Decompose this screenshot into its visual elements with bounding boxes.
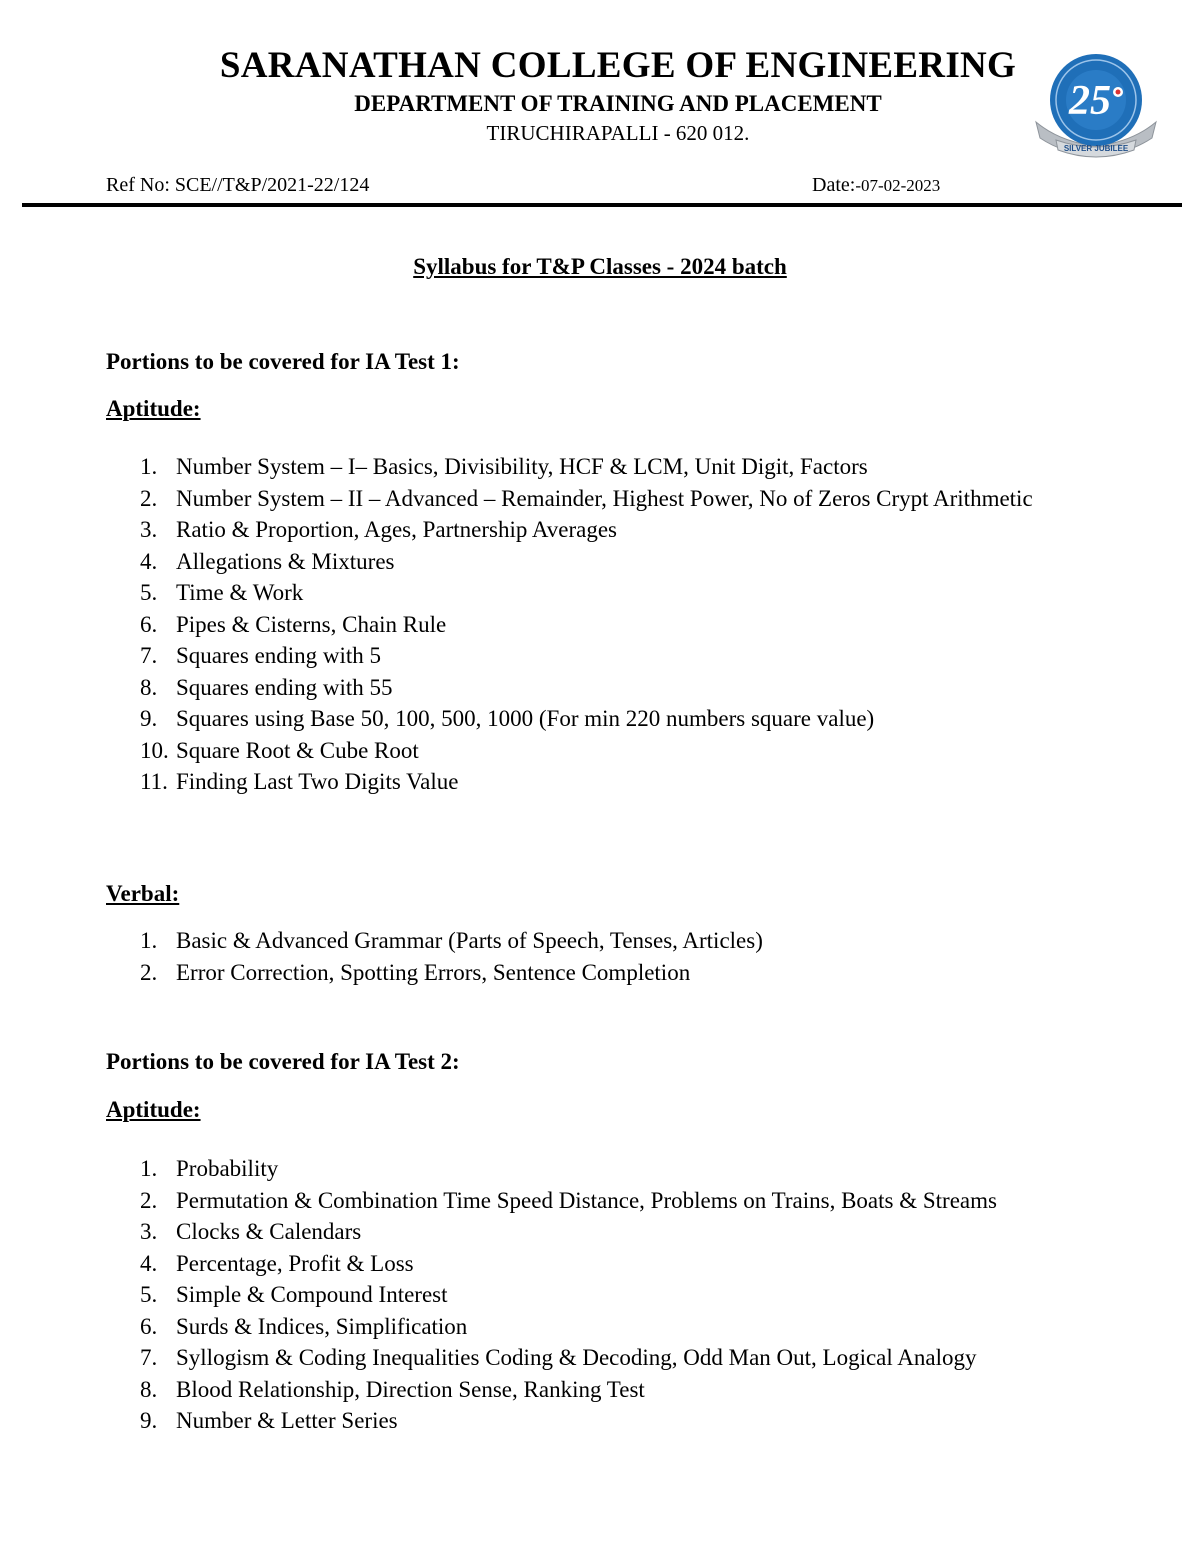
list-item bbox=[136, 957, 1094, 989]
list-item-number: 11. bbox=[140, 769, 168, 794]
test1-heading: Portions to be covered for IA Test 1: bbox=[106, 349, 460, 374]
list-item bbox=[136, 1311, 1094, 1343]
list-item-number: 9. bbox=[140, 1408, 158, 1433]
list-item-text: Simple & Compound Interest bbox=[176, 1282, 448, 1307]
list-item-number: 8. bbox=[140, 674, 158, 700]
list-item-text: Squares ending with 55 bbox=[176, 674, 393, 700]
list-item-number: 3. bbox=[140, 1219, 158, 1244]
list-item-number: 2. bbox=[140, 1187, 158, 1213]
list-item-text: Number System – I– Basics, Divisibility, HCF & LCM, Unit Digit, Factors bbox=[176, 454, 868, 479]
list-item bbox=[136, 546, 1094, 578]
reference-number: Ref No: SCE//T&P/2021-22/124 bbox=[106, 174, 370, 196]
list-item-number: 10. bbox=[140, 737, 169, 763]
list-item-text: Surds & Indices, Simplification bbox=[176, 1313, 468, 1339]
list-item-number: 3. bbox=[140, 517, 158, 542]
list-item-number: 1. bbox=[140, 454, 158, 479]
test1-verbal-heading: Verbal: bbox=[106, 881, 180, 906]
list-item-number: 5. bbox=[140, 1282, 158, 1307]
list-item-text: Ratio & Proportion, Ages, Partnership Averages bbox=[176, 517, 617, 542]
list-item-number: 8. bbox=[140, 1376, 158, 1402]
list-item bbox=[136, 672, 1094, 704]
test2-aptitude-heading: Aptitude: bbox=[106, 1097, 201, 1122]
list-item-number: 1. bbox=[140, 928, 158, 953]
test2-heading: Portions to be covered for IA Test 2: bbox=[106, 1049, 460, 1074]
list-item bbox=[136, 766, 1094, 798]
list-item-text: Finding Last Two Digits Value bbox=[176, 769, 459, 794]
list-item bbox=[136, 1374, 1094, 1406]
list-item bbox=[136, 703, 1094, 735]
list-item bbox=[136, 1248, 1094, 1280]
test1-verbal-list bbox=[136, 925, 1094, 988]
department-name: DEPARTMENT OF TRAINING AND PLACEMENT bbox=[354, 91, 882, 116]
list-item bbox=[136, 1216, 1094, 1248]
list-item-text: Basic & Advanced Grammar (Parts of Speech, Tenses, Articles) bbox=[176, 928, 763, 953]
list-item-text: Squares ending with 5 bbox=[176, 643, 382, 668]
list-item-text: Syllogism & Coding Inequalities Coding & Decoding, Odd Man Out, Logical Analogy bbox=[176, 1345, 977, 1370]
list-item-number: 6. bbox=[140, 1313, 158, 1339]
list-item-text: Time & Work bbox=[176, 580, 304, 605]
document-date bbox=[812, 173, 940, 198]
list-item-text: Error Correction, Spotting Errors, Sentence Completion bbox=[176, 959, 691, 985]
list-item-number: 4. bbox=[140, 1250, 158, 1276]
list-item-text: Probability bbox=[176, 1156, 279, 1181]
list-item bbox=[136, 1342, 1094, 1374]
logo-banner-text: SILVER JUBILEE bbox=[1063, 144, 1129, 153]
college-name: SARANATHAN COLLEGE OF ENGINEERING bbox=[219, 45, 1017, 86]
list-item bbox=[136, 1405, 1094, 1437]
header-divider bbox=[22, 203, 1182, 207]
list-item bbox=[136, 609, 1094, 641]
list-item-text: Percentage, Profit & Loss bbox=[176, 1250, 414, 1276]
college-address: TIRUCHIRAPALLI - 620 012. bbox=[486, 121, 750, 145]
list-item bbox=[136, 1153, 1094, 1185]
list-item-text: Allegations & Mixtures bbox=[176, 548, 395, 574]
date-label: Date: bbox=[812, 174, 856, 196]
list-item-number: 1. bbox=[140, 1156, 158, 1181]
list-item-number: 4. bbox=[140, 548, 158, 574]
list-item bbox=[136, 483, 1094, 515]
date-value: -07-02-2023 bbox=[855, 176, 941, 195]
list-item-number: 7. bbox=[140, 1345, 158, 1370]
list-item bbox=[136, 577, 1094, 609]
list-item-text: Square Root & Cube Root bbox=[176, 737, 419, 763]
test1-aptitude-heading: Aptitude: bbox=[106, 396, 201, 421]
list-item-number: 5. bbox=[140, 580, 158, 605]
list-item-number: 2. bbox=[140, 959, 158, 985]
list-item-text: Blood Relationship, Direction Sense, Ranking Test bbox=[176, 1376, 645, 1402]
list-item bbox=[136, 514, 1094, 546]
test1-aptitude-list bbox=[136, 451, 1094, 798]
test2-aptitude-list bbox=[136, 1153, 1094, 1437]
list-item bbox=[136, 1279, 1094, 1311]
list-item-text: Squares using Base 50, 100, 500, 1000 (For min 220 numbers square value) bbox=[176, 706, 875, 731]
silver-jubilee-logo bbox=[1030, 50, 1162, 168]
list-item bbox=[136, 451, 1094, 483]
list-item-number: 2. bbox=[140, 485, 158, 511]
list-item-text: Number & Letter Series bbox=[176, 1408, 398, 1433]
document-title: Syllabus for T&P Classes - 2024 batch bbox=[413, 254, 787, 279]
list-item-text: Clocks & Calendars bbox=[176, 1219, 362, 1244]
list-item bbox=[136, 1185, 1094, 1217]
list-item-text: Pipes & Cisterns, Chain Rule bbox=[176, 611, 447, 637]
list-item bbox=[136, 640, 1094, 672]
list-item bbox=[136, 735, 1094, 767]
list-item bbox=[136, 925, 1094, 957]
list-item-number: 6. bbox=[140, 611, 158, 637]
logo-number: 25 bbox=[1069, 78, 1111, 124]
list-item-text: Permutation & Combination Time Speed Distance, Problems on Trains, Boats & Streams bbox=[176, 1187, 997, 1213]
list-item-text: Number System – II – Advanced – Remainder, Highest Power, No of Zeros Crypt Arithmetic bbox=[176, 485, 1033, 511]
list-item-number: 7. bbox=[140, 643, 158, 668]
list-item-number: 9. bbox=[140, 706, 158, 731]
